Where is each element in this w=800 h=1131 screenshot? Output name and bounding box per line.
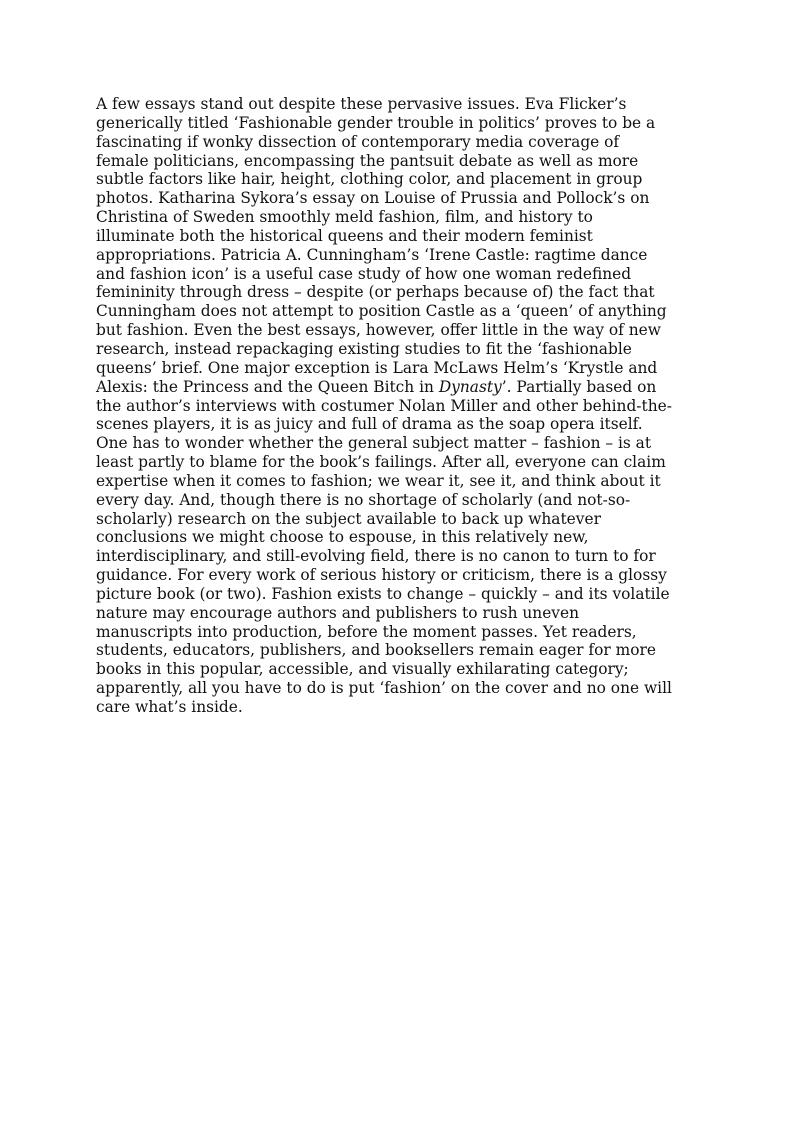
paragraph-line [96,246,716,265]
line-text: generically titled ‘Fashionable gender trouble in politics’ proves to be a [96,113,656,132]
line-text: nature may encourage authors and publishers to rush uneven [96,603,580,622]
paragraph-line [96,170,716,189]
paragraph-line [96,415,716,434]
paragraph-line [96,152,716,171]
line-text: care what’s inside. [96,698,243,716]
line-text: scenes players, it is as juicy and full of drama as the soap opera itself. [96,415,643,434]
body-paragraph [96,95,716,717]
paragraph-line [96,510,716,529]
paragraph-line [96,283,716,302]
line-text: picture book (or two). Fashion exists to change – quickly – and its volatile [96,584,670,603]
line-text: but fashion. Even the best essays, however, offer little in the way of new [96,321,661,340]
paragraph-line [96,359,716,378]
paragraph-line [96,95,716,114]
line-text: ’. Partially based on [501,377,657,396]
paragraph-line [96,641,716,660]
line-text: the author’s interviews with costumer Nolan Miller and other behind-the- [96,396,672,415]
paragraph-line [96,698,716,717]
paragraph-line [96,321,716,340]
line-text: subtle factors like hair, height, clothing color, and placement in group [96,170,643,189]
paragraph-line [96,114,716,133]
line-text: guidance. For every work of serious history or criticism, there is a glossy [96,566,667,585]
paragraph-line [96,453,716,472]
line-text: Alexis: the Princess and the Queen Bitch in [96,377,439,396]
line-text: A few essays stand out despite these pervasive issues. Eva Flicker’s [96,95,627,113]
paragraph-line [96,566,716,585]
paragraph-line [96,227,716,246]
line-text: every day. And, though there is no shortage of scholarly (and not-so- [96,490,631,509]
line-text: apparently, all you have to do is put ‘fashion’ on the cover and no one will [96,679,672,698]
paragraph-line [96,133,716,152]
line-text: conclusions we might choose to espouse, in this relatively new, [96,528,589,547]
paragraph-line [96,491,716,510]
paragraph-line [96,397,716,416]
line-text: appropriations. Patricia A. Cunningham’s ‘Irene Castle: ragtime dance [96,245,648,264]
line-text: interdisciplinary, and still-evolving field, there is no canon to turn to for [96,547,656,566]
line-text: fascinating if wonky dissection of contemporary media coverage of [96,132,620,151]
paragraph-line [96,547,716,566]
paragraph-line [96,434,716,453]
paragraph-line [96,208,716,227]
line-text: scholarly) research on the subject available to back up whatever [96,509,601,528]
line-text: students, educators, publishers, and booksellers remain eager for more [96,641,656,660]
line-text: illuminate both the historical queens and their modern feminist [96,226,593,245]
line-text: and fashion icon’ is a useful case study of how one woman redefined [96,264,632,283]
italic-title-text: Dynasty [438,377,502,396]
paragraph-line [96,472,716,491]
line-text: books in this popular, accessible, and visually exhilarating category; [96,660,629,679]
paragraph-line [96,679,716,698]
line-text: least partly to blame for the book’s failings. After all, everyone can claim [96,453,666,472]
line-text: manuscripts into production, before the moment passes. Yet readers, [96,622,637,641]
line-text: Christina of Sweden smoothly meld fashion, film, and history to [96,208,593,227]
line-text: queens’ brief. One major exception is Lara McLaws Helm’s ‘Krystle and [96,358,658,377]
paragraph-line [96,340,716,359]
line-text: photos. Katharina Sykora’s essay on Louise of Prussia and Pollock’s on [96,189,650,208]
paragraph-line [96,378,716,397]
line-text: research, instead repackaging existing studies to fit the ‘fashionable [96,339,632,358]
paragraph-line [96,189,716,208]
line-text: Cunningham does not attempt to position Castle as a ‘queen’ of anything [96,302,667,321]
line-text: femininity through dress – despite (or perhaps because of) the fact that [96,283,655,302]
paragraph-line [96,585,716,604]
paragraph-line [96,265,716,284]
line-text: One has to wonder whether the general subject matter – fashion – is at [96,434,652,453]
line-text: female politicians, encompassing the pantsuit debate as well as more [96,151,639,170]
paragraph-line [96,604,716,623]
line-text: expertise when it comes to fashion; we wear it, see it, and think about it [96,471,661,490]
paragraph-line [96,660,716,679]
paragraph-line [96,623,716,642]
paragraph-line [96,528,716,547]
paragraph-line [96,302,716,321]
